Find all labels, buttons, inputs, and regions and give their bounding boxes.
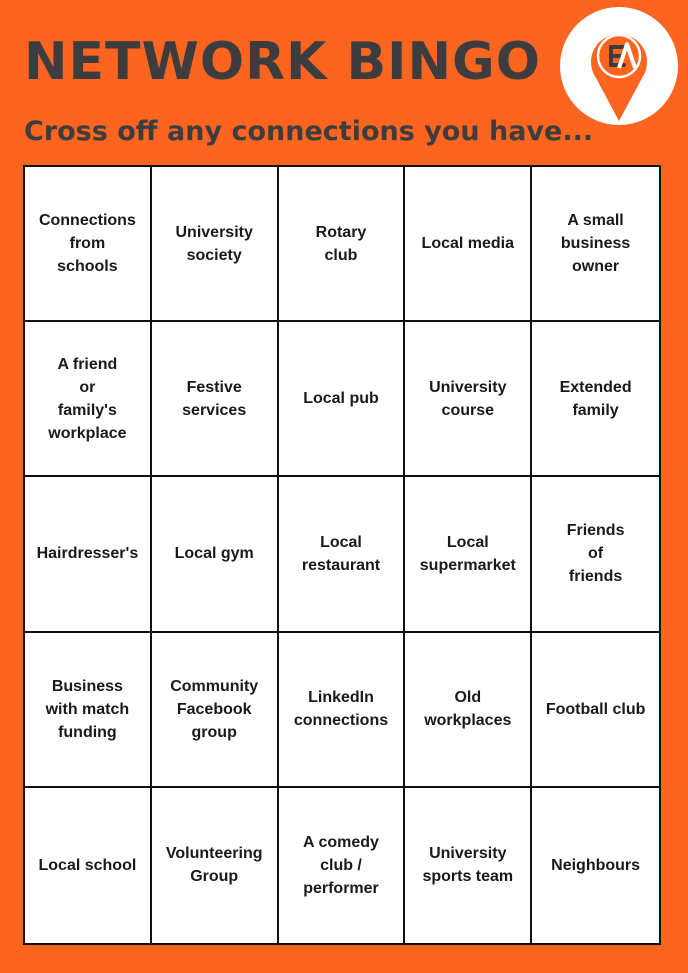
bingo-cell[interactable]: Festive services xyxy=(152,322,279,477)
bingo-cell[interactable]: Community Facebook group xyxy=(152,633,279,788)
bingo-cell[interactable]: Business with match funding xyxy=(25,633,152,788)
page-subtitle: Cross off any connections you have... xyxy=(24,116,594,147)
bingo-cell[interactable]: A small business owner xyxy=(532,167,659,322)
bingo-cell[interactable]: Old workplaces xyxy=(405,633,532,788)
bingo-cell[interactable]: Local pub xyxy=(279,322,406,477)
bingo-cell[interactable]: Neighbours xyxy=(551,856,641,874)
bingo-cell[interactable]: Connections from schools xyxy=(25,167,152,322)
bingo-cell[interactable]: University society xyxy=(152,167,279,322)
location-pin-logo-icon xyxy=(560,6,678,126)
bingo-cell[interactable]: Local media xyxy=(405,167,532,322)
bingo-cell[interactable]: Local school xyxy=(25,788,152,943)
bingo-cell[interactable]: Volunteering Group xyxy=(152,788,279,943)
bingo-cell[interactable]: Friends of friends xyxy=(532,477,659,632)
bingo-cell[interactable]: LinkedIn connections xyxy=(279,633,406,788)
bingo-cell[interactable]: Rotary club xyxy=(279,167,406,322)
bingo-cell[interactable]: Local supermarket xyxy=(405,477,532,632)
bingo-cell[interactable]: Local restaurant xyxy=(279,477,406,632)
bingo-cell[interactable]: Hairdresser's xyxy=(25,477,152,632)
page-title: NETWORK BINGO xyxy=(24,32,541,92)
bingo-cell[interactable]: University course xyxy=(405,322,532,477)
bingo-cell[interactable]: A friend or family's workplace xyxy=(25,322,152,477)
bingo-cell[interactable]: University sports team xyxy=(405,788,532,943)
bingo-cell[interactable]: Extended family xyxy=(532,322,659,477)
bingo-cell[interactable]: Football club xyxy=(532,633,659,788)
bingo-cell[interactable]: Local gym xyxy=(152,477,279,632)
bingo-cell[interactable]: A comedy club / performer xyxy=(279,788,406,943)
bingo-grid xyxy=(23,165,661,945)
